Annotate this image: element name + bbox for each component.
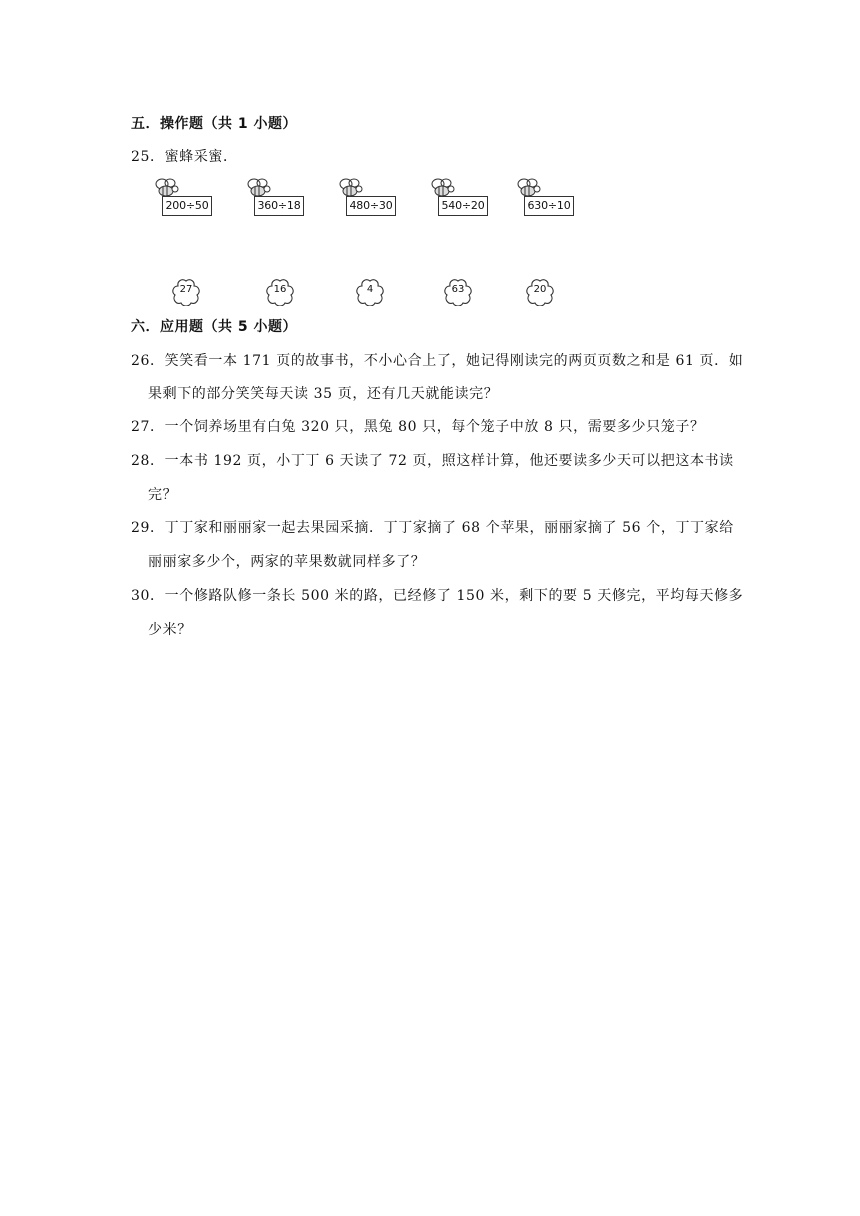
question-27-line-1: 27．一个饲养场里有白兔 320 只，黑兔 80 只，每个笼子中放 8 只，需要多少只笼子？	[131, 419, 705, 435]
bee-card-1	[148, 176, 212, 220]
bee-card-2	[240, 176, 304, 220]
question-28-line-1: 28．一本书 192 页，小丁丁 6 天读了 72 页，照这样计算，他还要读多少天可以把这本书读	[131, 453, 734, 469]
flower-4	[442, 278, 474, 306]
question-26-line-2: 果剩下的部分笑笑每天读 35 页，还有几天就能读完？	[148, 386, 499, 402]
expression-box: 200÷50	[162, 196, 212, 216]
question-26-line-1: 26．笑笑看一本 171 页的故事书，不小心合上了，她记得刚读完的两页页数之和是 61 页．如	[131, 353, 744, 369]
flower-number: 20	[533, 284, 547, 295]
flower-2	[264, 278, 296, 306]
flower-number: 4	[366, 284, 374, 295]
bee-card-5	[510, 176, 574, 220]
question-30-line-2: 少米？	[148, 622, 192, 638]
flower-number: 63	[451, 284, 465, 295]
question-30-line-1: 30．一个修路队修一条长 500 米的路，已经修了 150 米，剩下的要 5 天修完，平均每天修多	[131, 588, 744, 604]
bee-card-4	[424, 176, 488, 220]
expression-box: 480÷30	[346, 196, 396, 216]
expression-box: 360÷18	[254, 196, 304, 216]
flower-1	[170, 278, 202, 306]
bee-honey-figure	[148, 170, 580, 306]
expression-box: 630÷10	[524, 196, 574, 216]
question-29-line-2: 丽丽家多少个，两家的苹果数就同样多了？	[148, 554, 426, 570]
question-25-text: 25．蜜蜂采蜜．	[131, 149, 238, 165]
section-6-title: 六．应用题（共 5 小题）	[131, 319, 297, 335]
flower-number: 27	[179, 284, 193, 295]
flower-3	[354, 278, 386, 306]
flower-5	[524, 278, 556, 306]
question-28-line-2: 完？	[148, 487, 178, 503]
flower-number: 16	[273, 284, 287, 295]
question-29-line-1: 29．丁丁家和丽丽家一起去果园采摘．丁丁家摘了 68 个苹果，丽丽家摘了 56 个，丁丁家给	[131, 520, 734, 536]
bee-card-3	[332, 176, 396, 220]
expression-box: 540÷20	[438, 196, 488, 216]
section-5-title: 五．操作题（共 1 小题）	[131, 116, 297, 132]
